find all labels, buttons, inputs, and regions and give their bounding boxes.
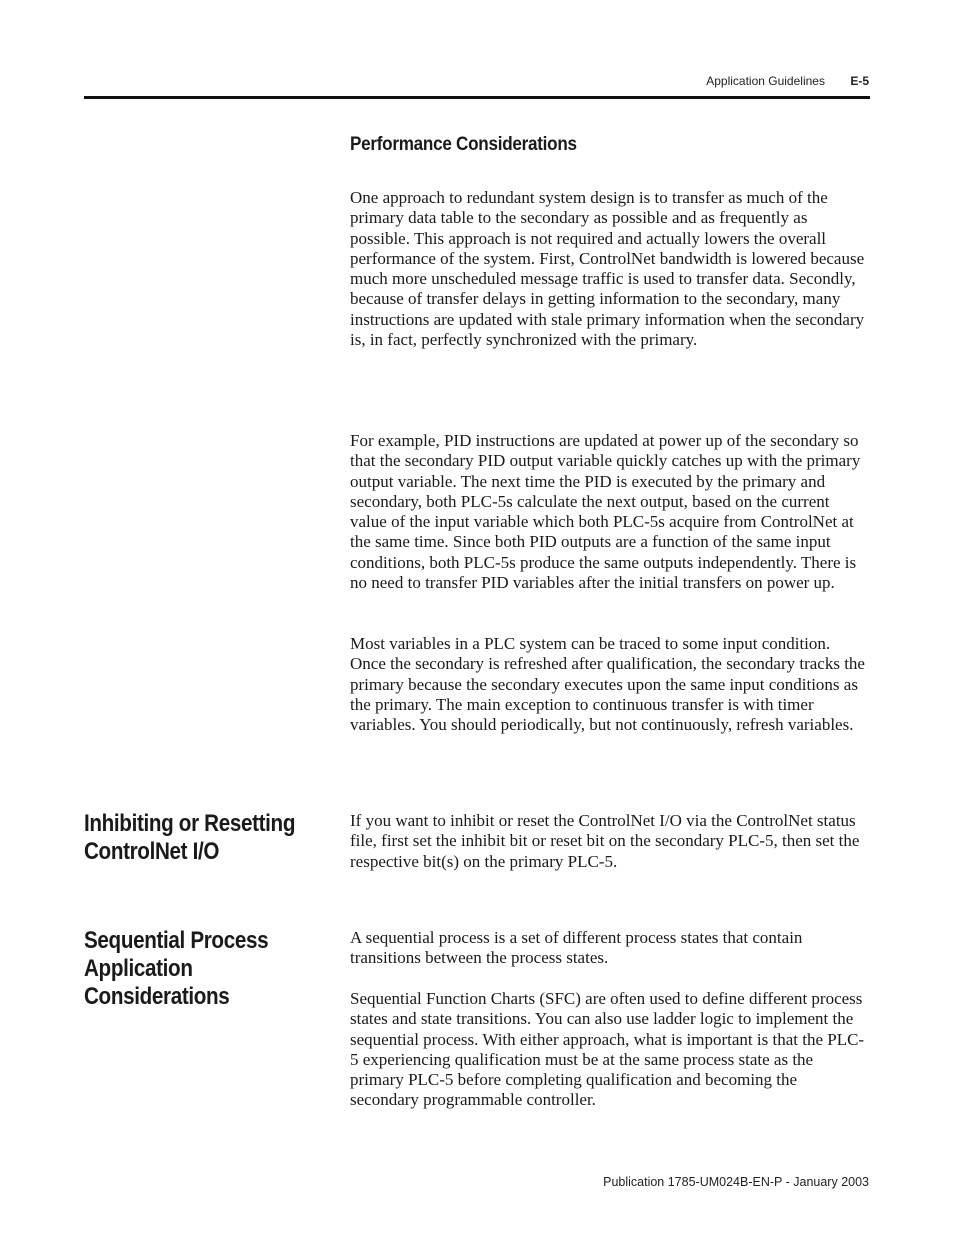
page-header [706,74,869,88]
header-rule [84,96,870,99]
sequential-heading-line-1: Sequential Process [84,927,269,954]
inhibiting-paragraph: If you want to inhibit or reset the ControlNet I/O via the ControlNet status file, first set the inhibit bit or reset bit on the secondary PLC-5, then set the respective bit(s) on the primary PLC-5. [350,811,860,871]
sequential-heading-line-2: Application Considerations [84,955,230,1010]
sequential-heading [84,927,333,1011]
inhibiting-heading [84,810,333,866]
publication-footer: Publication 1785-UM024B-EN-P - January 2003 [603,1175,869,1189]
page-number: E-5 [850,74,869,88]
sequential-paragraph-1: A sequential process is a set of different process states that contain transitions between the process states. [350,928,803,968]
inhibiting-heading-line-1: Inhibiting or Resetting [84,810,296,837]
header-section-title: Application Guidelines [706,74,825,88]
inhibiting-heading-line-2: ControlNet I/O [84,838,220,865]
performance-paragraph-3: Most variables in a PLC system can be traced to some input condition. Once the secondary is refreshed after qualification, the secondary tracks the primary because the secondary executes upon the same input conditions as the primary. The main exception to continuous transfer is with timer variables. You should periodically, but not continuously, refresh variables. [350,634,865,735]
performance-paragraph-2: For example, PID instructions are updated at power up of the secondary so that the secondary PID output variable quickly catches up with the primary output variable. The next time the PID is executed by the primary and secondary, both PLC-5s calculate the next output, based on the current value of the input variable which both PLC-5s acquire from ControlNet at the same time. Since both PID outputs are a function of the same input conditions, both PLC-5s produce the same outputs independently. There is no need to transfer PID variables after the initial transfers on power up. [350,431,861,593]
sequential-paragraph-2: Sequential Function Charts (SFC) are often used to define different process states and state transitions. You can also use ladder logic to implement the sequential process. With either approach, what is important is that the PLC-5 experiencing qualification must be at the same process state as the primary PLC-5 before completing qualification and becoming the secondary programmable controller. [350,989,865,1110]
performance-paragraph-1: One approach to redundant system design is to transfer as much of the primary data table to the secondary as possible and as frequently as possible. This approach is not required and actually lowers the overall performance of the system. First, ControlNet bandwidth is lowered because much more unscheduled message traffic is used to transfer data. Secondly, because of transfer delays in getting information to the secondary, many instructions are updated with stale primary information when the secondary is, in fact, perfectly synchronized with the primary. [350,188,865,350]
performance-heading: Performance Considerations [350,134,577,155]
